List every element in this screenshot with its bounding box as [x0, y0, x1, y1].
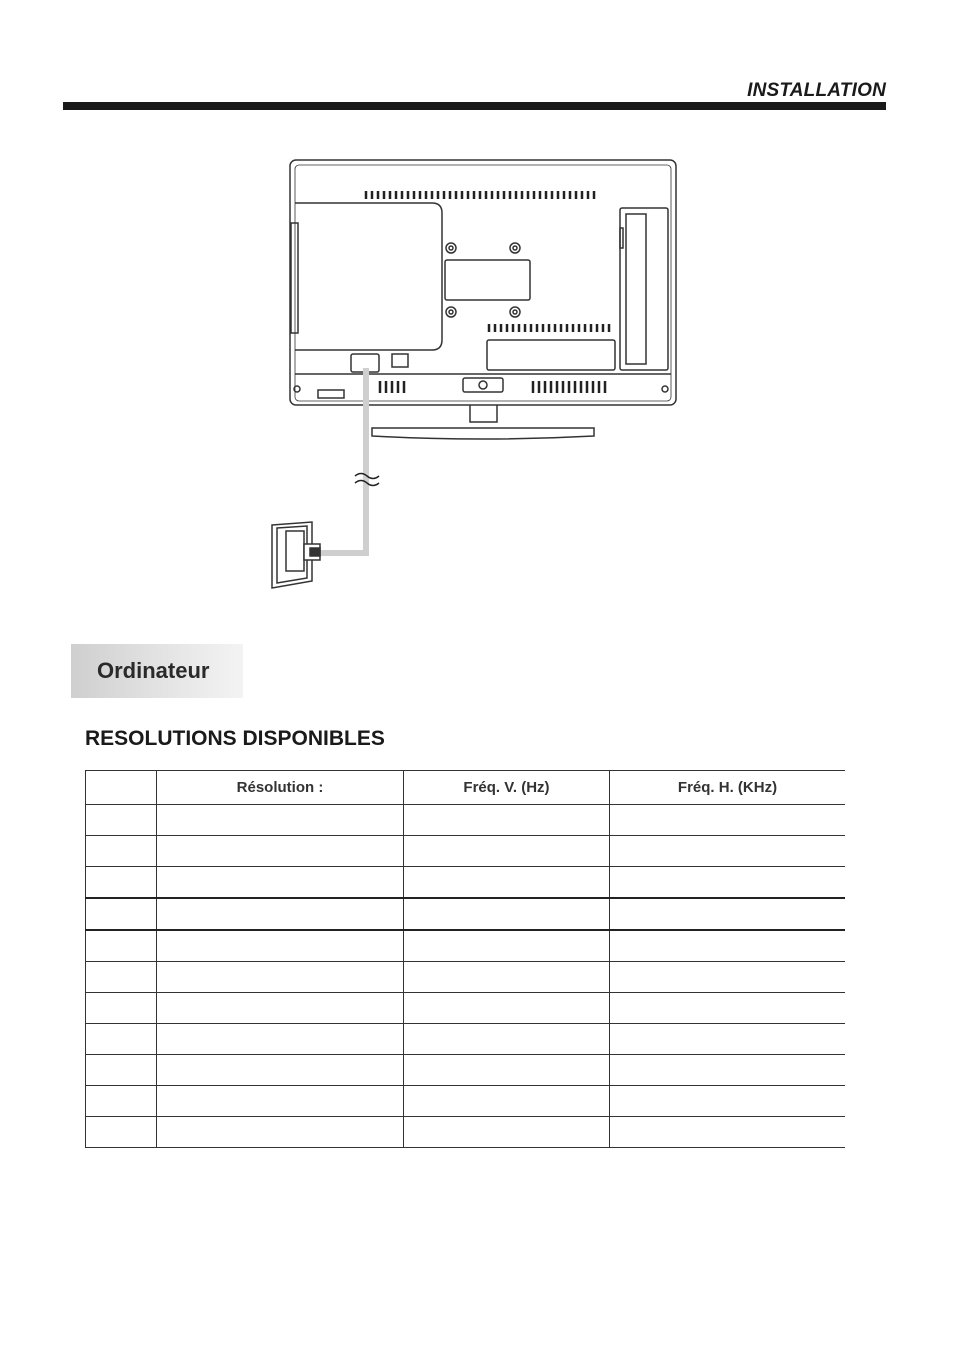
- table-cell: [157, 1055, 404, 1086]
- table-row: [86, 1086, 846, 1117]
- page-header-title: INSTALLATION: [747, 80, 886, 101]
- table-cell: [86, 867, 157, 899]
- table-cell: [610, 1117, 846, 1148]
- table-cell: [404, 1117, 610, 1148]
- column-header-hfreq: Fréq. H. (KHz): [610, 771, 846, 805]
- table-cell: [610, 898, 846, 930]
- table-cell: [157, 962, 404, 993]
- table-cell: [86, 993, 157, 1024]
- tv-power-connection-diagram: [0, 0, 953, 640]
- table-cell: [610, 805, 846, 836]
- section-title: Ordinateur: [97, 658, 210, 683]
- table-cell: [610, 1024, 846, 1055]
- table-cell: [610, 1086, 846, 1117]
- table-header-row: [86, 771, 846, 805]
- table-cell: [404, 898, 610, 930]
- table-cell: [157, 898, 404, 930]
- table-row: [86, 805, 846, 836]
- power-cord: [320, 368, 379, 553]
- tv-rear-icon: [290, 160, 676, 439]
- table-row: [86, 1117, 846, 1148]
- table-cell: [86, 930, 157, 962]
- table-cell: [610, 930, 846, 962]
- table-cell: [86, 1024, 157, 1055]
- table-cell: [157, 1024, 404, 1055]
- table-cell: [86, 1055, 157, 1086]
- table-cell: [404, 993, 610, 1024]
- table-cell: [86, 1086, 157, 1117]
- table-cell: [157, 930, 404, 962]
- table-cell: [404, 962, 610, 993]
- table-cell: [157, 867, 404, 899]
- table-row: [86, 1055, 846, 1086]
- table-cell: [404, 805, 610, 836]
- table-cell: [610, 836, 846, 867]
- table-cell: [610, 1055, 846, 1086]
- table-cell: [610, 962, 846, 993]
- table-cell: [157, 1086, 404, 1117]
- wall-outlet-icon: [272, 522, 320, 588]
- table-cell: [610, 993, 846, 1024]
- table-cell: [404, 1055, 610, 1086]
- table-cell: [86, 1117, 157, 1148]
- table-row: [86, 1024, 846, 1055]
- table-cell: [157, 805, 404, 836]
- table-row: [86, 836, 846, 867]
- column-header-index: [86, 771, 157, 805]
- table-cell: [86, 836, 157, 867]
- table-cell: [610, 867, 846, 899]
- table-cell: [404, 867, 610, 899]
- table-cell: [404, 836, 610, 867]
- table-cell: [86, 962, 157, 993]
- table-row: [86, 898, 846, 930]
- table-row: [86, 962, 846, 993]
- column-header-vfreq: Fréq. V. (Hz): [404, 771, 610, 805]
- section-tab-ordinateur: [71, 644, 243, 698]
- table-cell: [157, 836, 404, 867]
- table-cell: [157, 1117, 404, 1148]
- table-cell: [157, 993, 404, 1024]
- resolutions-heading: RESOLUTIONS DISPONIBLES: [85, 727, 385, 750]
- table-row: [86, 993, 846, 1024]
- table-row: [86, 930, 846, 962]
- table-cell: [86, 805, 157, 836]
- table-cell: [404, 1086, 610, 1117]
- column-header-resolution: Résolution :: [157, 771, 404, 805]
- table-cell: [404, 930, 610, 962]
- table-cell: [404, 1024, 610, 1055]
- table-cell: [86, 898, 157, 930]
- resolutions-table: [85, 770, 845, 1148]
- table-row: [86, 867, 846, 899]
